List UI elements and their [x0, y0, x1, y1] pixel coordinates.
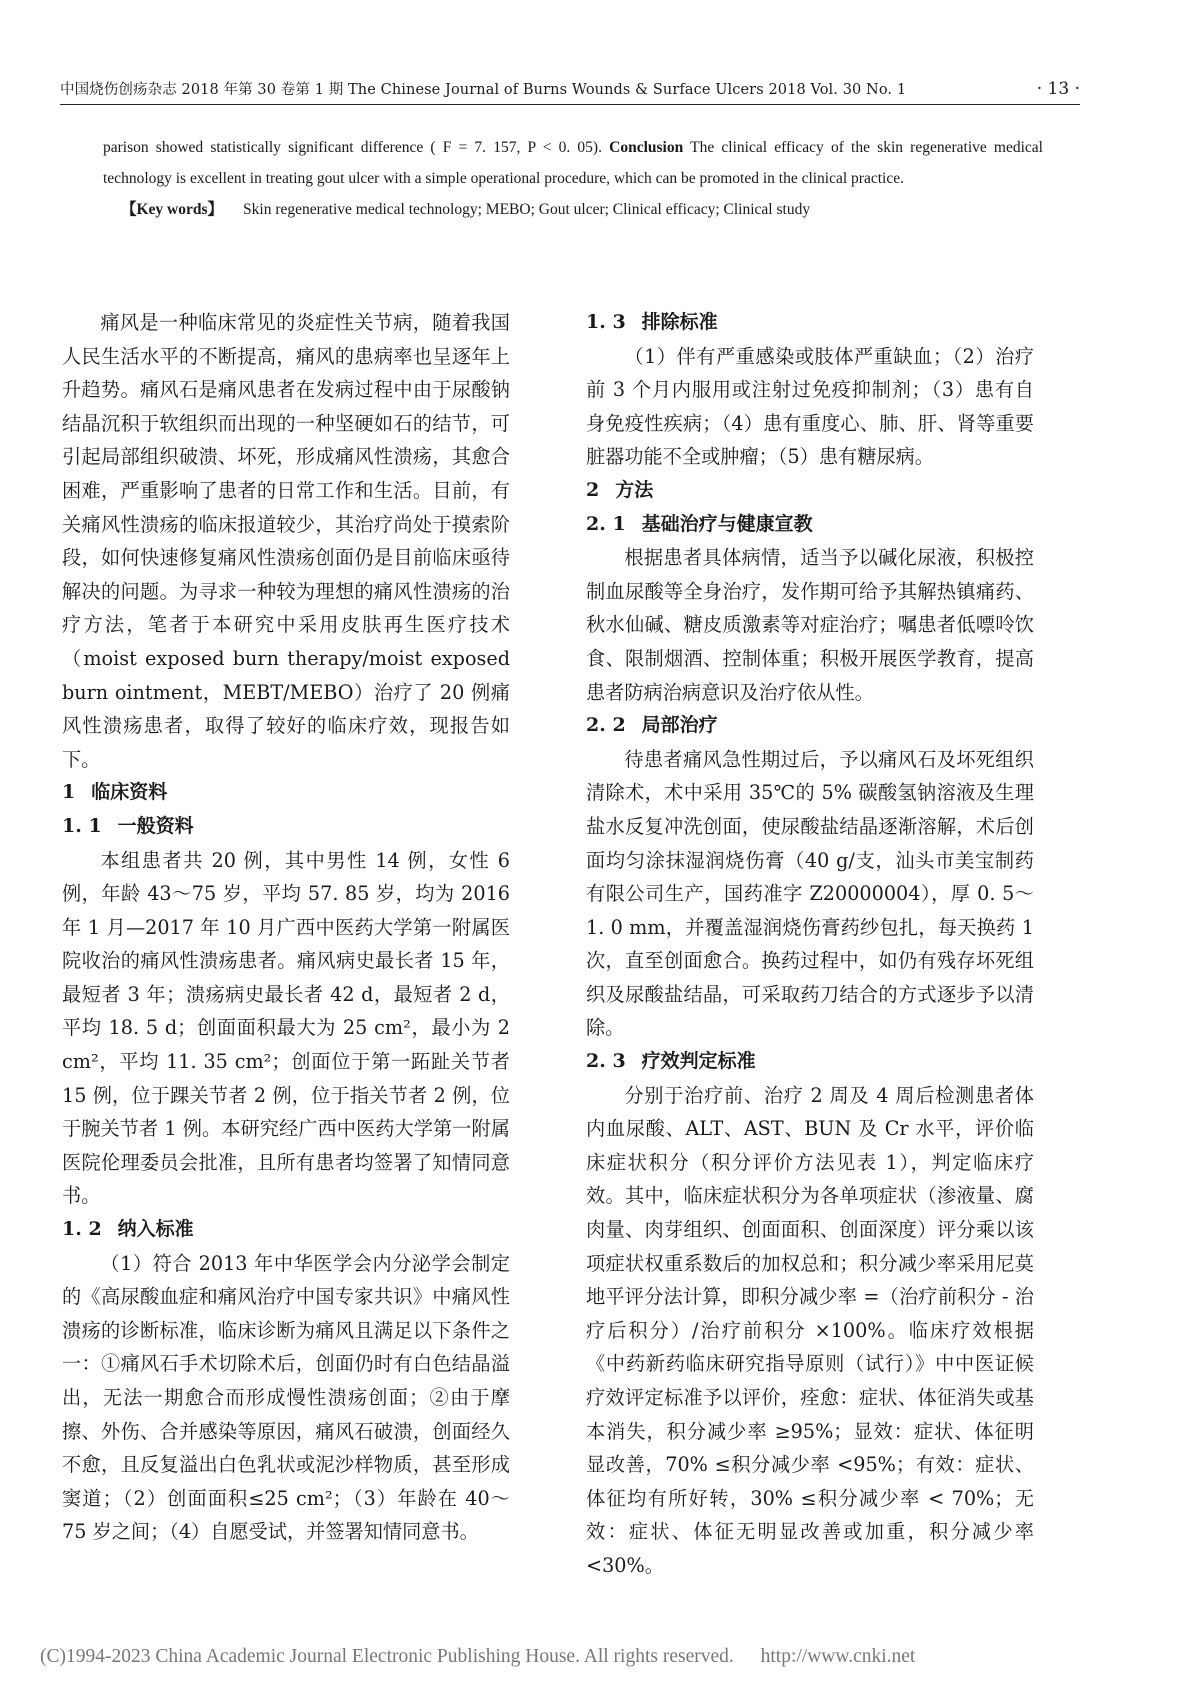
page-number: · 13 ·	[1036, 79, 1080, 99]
section-2-3-heading: 2. 3 疗效判定标准	[586, 1050, 756, 1073]
left-column	[62, 306, 510, 1549]
section-1-heading: 1 临床资料	[62, 781, 168, 804]
keywords-text: Skin regenerative medical technology; MEBO; Gout ulcer; Clinical efficacy; Clinical study	[243, 201, 811, 218]
section-1-2-text: （1）符合 2013 年中华医学会内分泌学会制定的《高尿酸血症和痛风治疗中国专家共识》中痛风性溃疡的诊断标准，临床诊断为痛风且满足以下条件之一：①痛风石手术切除术后，创面仍时有白色结晶溢出，无法一期愈合而形成慢性溃疡创面；②由于摩擦、外伤、合并感染等原因，痛风石破溃，创面经久不愈，且反复溢出白色乳状或泥沙样物质，甚至形成窦道；（2）创面面积≤25 cm²；（3）年龄在 40～75 岁之间；（4）自愿受试，并签署知情同意书。	[62, 1251, 510, 1544]
publisher-url[interactable]: http://www.cnki.net	[760, 1646, 916, 1667]
section-1-1-heading: 1. 1 一般资料	[62, 814, 194, 837]
section-2-heading: 2 方法	[586, 478, 654, 501]
section-2-2-heading: 2. 2 局部治疗	[586, 714, 718, 737]
abstract-lead: parison showed statistically significant difference ( F = 7. 157, P < 0. 05).	[103, 139, 602, 156]
copyright-notice: (C)1994-2023 China Academic Journal Electronic Publishing House. All rights reserved.	[40, 1646, 734, 1667]
section-2-1-text: 根据患者具体病情，适当予以碱化尿液，积极控制血尿酸等全身治疗，发作期可给予其解热镇痛药、秋水仙碱、糖皮质激素等对症治疗；嘱患者低嘌呤饮食、限制烟酒、控制体重；积极开展医学教育，提高患者防病治病意识及治疗依从性。	[586, 546, 1034, 704]
section-1-3-text: （1）伴有严重感染或肢体严重缺血；（2）治疗前 3 个月内服用或注射过免疫抑制剂；（3）患有自身免疫性疾病；（4）患有重度心、肺、肝、肾等重要脏器功能不全或肿瘤；（5）患有糖尿病。	[586, 344, 1034, 469]
section-2-1-heading: 2. 1 基础治疗与健康宣教	[586, 512, 813, 535]
section-2-2-text: 待患者痛风急性期过后，予以痛风石及坏死组织清除术，术中采用 35℃的 5% 碳酸氢钠溶液及生理盐水反复冲洗创面，使尿酸盐结晶逐渐溶解，术后创面均匀涂抹湿润烧伤膏（40 g/支，汕头市美宝制药有限公司生产，国药准字 Z20000004），厚 0. 5～1. 0 mm，并覆盖湿润烧伤膏药纱包扎，每天换药 1 次，直至创面愈合。换药过程中，如仍有残存坏死组织及尿酸盐结晶，可采取药刀结合的方式逐步予以清除。	[586, 747, 1034, 1040]
section-1-3-heading: 1. 3 排除标准	[586, 311, 718, 333]
section-2-3-text: 分别于治疗前、治疗 2 周及 4 周后检测患者体内血尿酸、ALT、AST、BUN 及 Cr 水平，评价临床症状积分（积分评价方法见表 1），判定临床疗效。其中，临床症状积分为各单项症状（渗液量、腐肉量、肉芽组织、创面面积、创面深度）评分乘以该项症状权重系数后的加权总和；积分减少率采用尼莫地平评分法计算，即积分减少率 =（治疗前积分 - 治疗后积分）/治疗前积分 ×100%。临床疗效根据《中药新药临床研究指导原则（试行）》中中医证候疗效评定标准予以评价，痊愈：症状、体征消失或基本消失，积分减少率 ≥95%；显效：症状、体征明显改善，70% ≤积分减少率 <95%；有效：症状、体征均有所好转，30% ≤积分减少率 < 70%；无效：症状、体征无明显改善或加重，积分减少率 <30%。	[586, 1083, 1034, 1577]
abstract-text	[103, 132, 1043, 194]
keywords	[103, 194, 1043, 225]
abstract-tail	[103, 132, 1043, 225]
section-1-2-heading: 1. 2 纳入标准	[62, 1218, 194, 1241]
footer	[40, 1646, 1156, 1668]
journal-citation: 中国烧伤创疡杂志 2018 年第 30 卷第 1 期 The Chinese Journal of Burns Wounds & Surface Ulcers 2018 Vol. 30 No. 1	[60, 82, 907, 98]
conclusion-label: Conclusion	[609, 139, 684, 156]
right-column	[586, 306, 1034, 1583]
conclusion-text: The clinical efficacy of the skin regenerative medical technology is excellent in treating gout ulcer with a simple operational procedure, which can be promoted in the clinical practice.	[103, 139, 1043, 187]
intro-paragraph: 痛风是一种临床常见的炎症性关节病，随着我国人民生活水平的不断提高，痛风的患病率也呈逐年上升趋势。痛风石是痛风患者在发病过程中由于尿酸钠结晶沉积于软组织而出现的一种坚硬如石的结节，可引起局部组织破溃、坏死，形成痛风性溃疡，其愈合困难，严重影响了患者的日常工作和生活。目前，有关痛风性溃疡的临床报道较少，其治疗尚处于摸索阶段，如何快速修复痛风性溃疡创面仍是目前临床亟待解决的问题。为寻求一种较为理想的痛风性溃疡的治疗方法，笔者于本研究中采用皮肤再生医疗技术（moist exposed burn therapy/moist exposed burn ointment，MEBT/MEBO）治疗了 20 例痛风性溃疡患者，取得了较好的临床疗效，现报告如下。	[62, 311, 510, 771]
section-1-1-text: 本组患者共 20 例，其中男性 14 例，女性 6 例，年龄 43～75 岁，平均 57. 85 岁，均为 2016 年 1 月—2017 年 10 月广西中医药大学第一附属医院收治的痛风性溃疡患者。痛风病史最长者 15 年，最短者 3 年；溃疡病史最长者 42 d，最短者 2 d，平均 18. 5 d；创面面积最大为 25 cm²，最小为 2 cm²，平均 11. 35 cm²；创面位于第一跖趾关节者 15 例，位于踝关节者 2 例，位于指关节者 2 例，位于腕关节者 1 例。本研究经广西中医药大学第一附属医院伦理委员会批准，且所有患者均签署了知情同意书。	[62, 848, 510, 1208]
keywords-label: 【Key words】	[121, 201, 224, 218]
running-header	[60, 74, 1080, 105]
